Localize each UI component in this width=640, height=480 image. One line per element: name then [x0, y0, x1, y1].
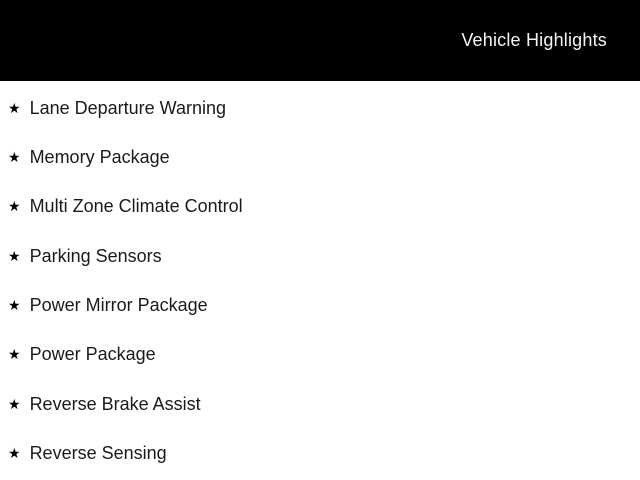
list-item [8, 83, 640, 132]
list-item [8, 379, 640, 428]
highlights-list [0, 81, 640, 478]
star-icon: ★ [8, 297, 21, 314]
list-item-label: Memory Package [29, 147, 170, 168]
header-bar [0, 0, 640, 81]
list-item [8, 428, 640, 477]
list-item-label: Lane Departure Warning [29, 97, 227, 118]
list-item-label: Power Package [29, 344, 156, 365]
star-icon: ★ [8, 445, 21, 462]
star-icon: ★ [8, 198, 21, 215]
page-title: Vehicle Highlights [461, 30, 607, 50]
list-item-label: Reverse Brake Assist [29, 393, 201, 414]
list-item-label: Parking Sensors [29, 245, 162, 266]
list-item-label: Power Mirror Package [29, 295, 208, 316]
star-icon: ★ [8, 149, 21, 166]
list-item [8, 280, 640, 329]
list-item-label: Multi Zone Climate Control [29, 196, 243, 217]
star-icon: ★ [8, 99, 21, 116]
star-icon: ★ [8, 395, 21, 412]
star-icon: ★ [8, 247, 21, 264]
list-item-label: Reverse Sensing [29, 443, 167, 464]
list-item [8, 330, 640, 379]
list-item [8, 182, 640, 231]
list-item [8, 231, 640, 280]
star-icon: ★ [8, 346, 21, 363]
list-item [8, 132, 640, 181]
